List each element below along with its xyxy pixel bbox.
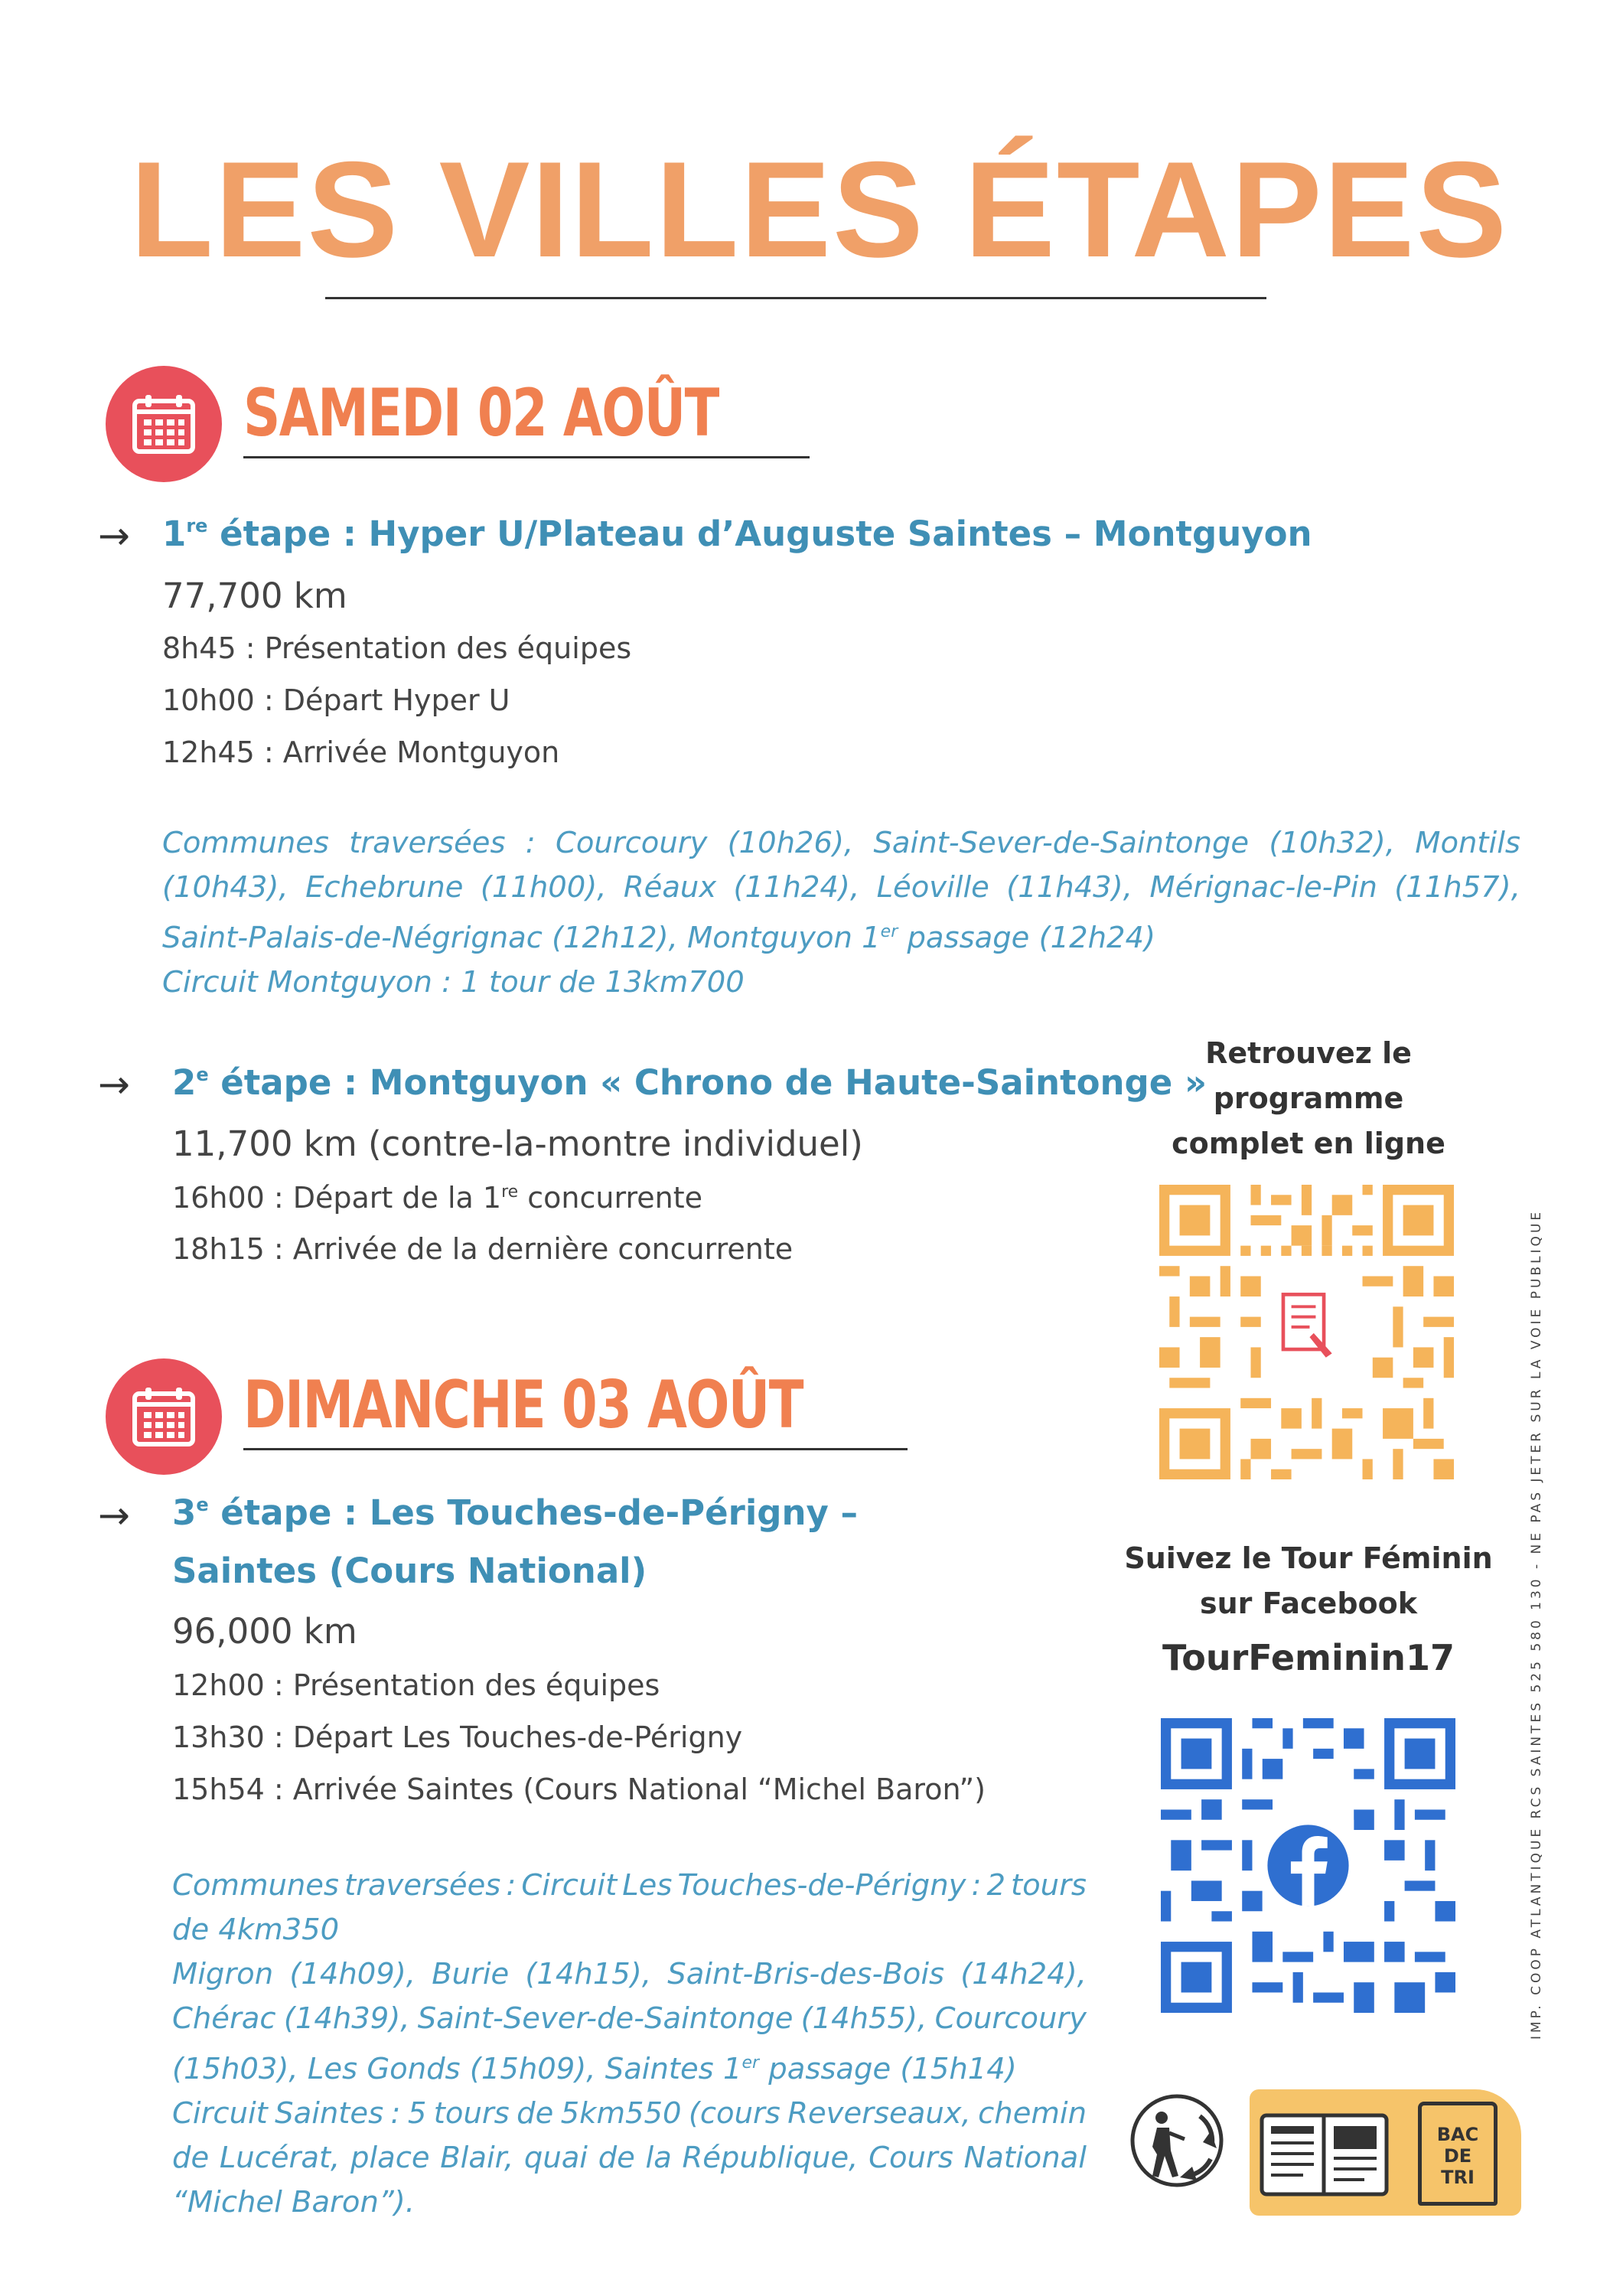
communes-row: de 4km350 (172, 1913, 340, 1947)
legal-mention: IMP. COOP ATLANTIQUE RCS SAINTES 525 580 130 - NE PAS JETER SUR LA VOIE PUBLIQUE (1529, 1208, 1544, 2040)
bac-label: TRI (1441, 2167, 1475, 2188)
communes-row: Migron (14h09), Burie (14h15), Saint-Bris-des-Bois (14h24), (172, 1957, 1087, 1991)
facebook-caption: Suivez le Tour Féminin sur Facebook (1124, 1541, 1493, 1620)
bac-label: BAC (1436, 2124, 1479, 2145)
communes-row: Chérac (14h39), Saint-Sever-de-Saintonge (14h55), Courcoury (172, 2001, 1087, 2036)
stage1-time-1: 8h45 : Présentation des équipes (162, 631, 632, 665)
communes-row: (10h43), Echebrune (11h00), Réaux (11h24), Léoville (11h43), Mérignac-le-Pin (11h57), (162, 870, 1520, 905)
title-divider (325, 297, 1266, 299)
stage2-time-2: 18h15 : Arrivée de la dernière concurrente (172, 1232, 794, 1266)
day-heading-sunday: DIMANCHE 03 AOÛT (243, 1367, 803, 1443)
communes-row: Communes traversées : Courcoury (10h26), Saint-Sever-de-Saintonge (10h32), Montils (162, 826, 1520, 860)
arrow-icon: → (98, 514, 130, 558)
communes-row: Circuit Saintes : 5 tours de 5km550 (cours Reverseaux, chemin (172, 2096, 1087, 2131)
facebook-handle[interactable]: TourFeminin17 (1162, 1637, 1455, 1678)
triman-icon (1125, 2086, 1240, 2200)
page-title: LES VILLES ÉTAPES (130, 133, 1509, 285)
day-heading-saturday: SAMEDI 02 AOÛT (243, 375, 719, 452)
qr-code-programme[interactable] (1159, 1185, 1454, 1479)
triman-svg (1125, 2086, 1240, 2200)
stage2-time-1: 16h00 : Départ de la 1re concurrente (172, 1181, 702, 1215)
calendar-icon (106, 1358, 222, 1475)
stage3-distance: 96,000 km (172, 1611, 357, 1652)
stage1-time-2: 10h00 : Départ Hyper U (162, 683, 510, 717)
day-underline-saturday (243, 456, 810, 458)
calendar-icon (106, 366, 222, 482)
arrow-icon: → (98, 1062, 130, 1107)
communes-row: Saint-Palais-de-Négrignac (12h12), Montguyon 1er passage (12h24) (162, 921, 1156, 955)
programme-caption: Retrouvez le programme complet en ligne (1172, 1036, 1445, 1160)
day-underline-sunday (243, 1448, 908, 1450)
communes-row: “Michel Baron”). (172, 2185, 416, 2219)
arrow-icon: → (98, 1493, 130, 1538)
stage3-time-2: 13h30 : Départ Les Touches-de-Périgny (172, 1720, 743, 1754)
facebook-icon (1267, 1825, 1348, 1906)
sorting-band (1250, 2089, 1521, 2216)
stage1-title: 1re étape : Hyper U/Plateau d’Auguste Saintes – Montguyon (162, 514, 1312, 554)
communes-row: de Lucérat, place Blair, quai de la République, Cours National (172, 2141, 1087, 2175)
communes-row: (15h03), Les Gonds (15h09), Saintes 1er passage (15h14) (172, 2052, 1017, 2086)
stage3-communes (172, 1864, 1087, 2225)
stage3-time-3: 15h54 : Arrivée Saintes (Cours National “Michel Baron”) (172, 1773, 986, 1806)
communes-row: Communes traversées : Circuit Les Touches-de-Périgny : 2 tours (172, 1868, 1087, 1903)
stage1-communes (162, 821, 1520, 1005)
communes-row: Circuit Montguyon : 1 tour de 13km700 (162, 965, 745, 1000)
newspaper-icon (1257, 2111, 1391, 2199)
stage3-title-line2: Saintes (Cours National) (172, 1551, 647, 1591)
stage1-distance: 77,700 km (162, 576, 347, 616)
stage2-title: 2e étape : Montguyon « Chrono de Haute-Saintonge » (172, 1062, 1207, 1103)
bac-de-tri-icon (1418, 2102, 1498, 2206)
stage3-time-1: 12h00 : Présentation des équipes (172, 1668, 660, 1702)
bac-label: DE (1443, 2145, 1472, 2167)
qr-code-facebook[interactable] (1161, 1718, 1455, 2013)
stage2-distance: 11,700 km (contre-la-montre individuel) (172, 1124, 863, 1164)
stage1-time-3: 12h45 : Arrivée Montguyon (162, 735, 560, 769)
stage3-title-line1: 3e étape : Les Touches-de-Périgny – (172, 1492, 859, 1533)
